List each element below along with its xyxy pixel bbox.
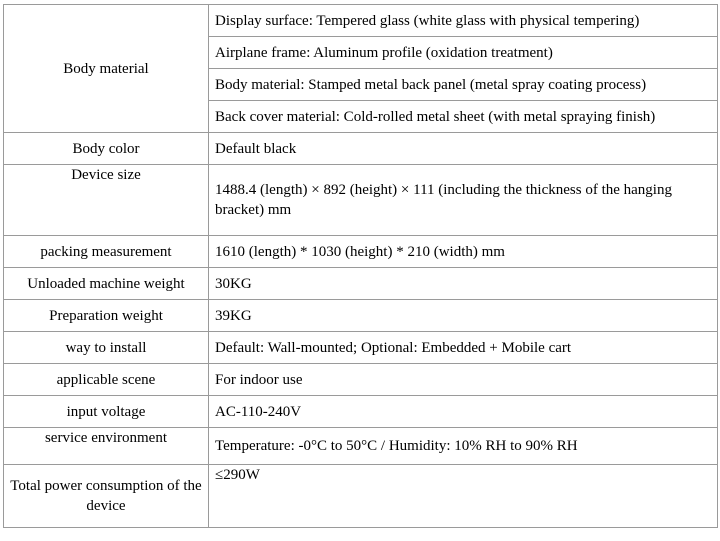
spec-value: ≤290W xyxy=(209,465,718,528)
spec-key: Body color xyxy=(4,133,209,165)
table-row xyxy=(4,364,718,396)
table-row xyxy=(4,396,718,428)
table-row xyxy=(4,236,718,268)
spec-value: 1488.4 (length) × 892 (height) × 111 (including the thickness of the hanging bracket) mm xyxy=(209,165,718,236)
table-row xyxy=(4,5,718,37)
table-row xyxy=(4,332,718,364)
spec-key: Unloaded machine weight xyxy=(4,268,209,300)
table-row xyxy=(4,300,718,332)
spec-value: For indoor use xyxy=(209,364,718,396)
spec-value: Default black xyxy=(209,133,718,165)
table-row xyxy=(4,165,718,236)
spec-value: Display surface: Tempered glass (white glass with physical tempering) xyxy=(209,5,718,37)
spec-key: applicable scene xyxy=(4,364,209,396)
spec-key: input voltage xyxy=(4,396,209,428)
spec-value: 1610 (length) * 1030 (height) * 210 (width) mm xyxy=(209,236,718,268)
spec-key: Body material xyxy=(4,5,209,133)
spec-value: Temperature: -0°C to 50°C / Humidity: 10% RH to 90% RH xyxy=(209,428,718,465)
table-row xyxy=(4,465,718,528)
spec-value: 30KG xyxy=(209,268,718,300)
spec-value: AC-110-240V xyxy=(209,396,718,428)
spec-key: packing measurement xyxy=(4,236,209,268)
spec-key: Device size xyxy=(4,165,209,236)
spec-key: service environment xyxy=(4,428,209,465)
spec-key: way to install xyxy=(4,332,209,364)
table-row xyxy=(4,133,718,165)
spec-value: Airplane frame: Aluminum profile (oxidation treatment) xyxy=(209,37,718,69)
spec-table xyxy=(3,4,718,528)
table-row xyxy=(4,268,718,300)
spec-key: Total power consumption of the device xyxy=(4,465,209,528)
spec-value: Default: Wall-mounted; Optional: Embedded + Mobile cart xyxy=(209,332,718,364)
table-row xyxy=(4,428,718,465)
spec-value: Body material: Stamped metal back panel (metal spray coating process) xyxy=(209,69,718,101)
spec-key: Preparation weight xyxy=(4,300,209,332)
spec-value: 39KG xyxy=(209,300,718,332)
spec-value: Back cover material: Cold-rolled metal sheet (with metal spraying finish) xyxy=(209,101,718,133)
